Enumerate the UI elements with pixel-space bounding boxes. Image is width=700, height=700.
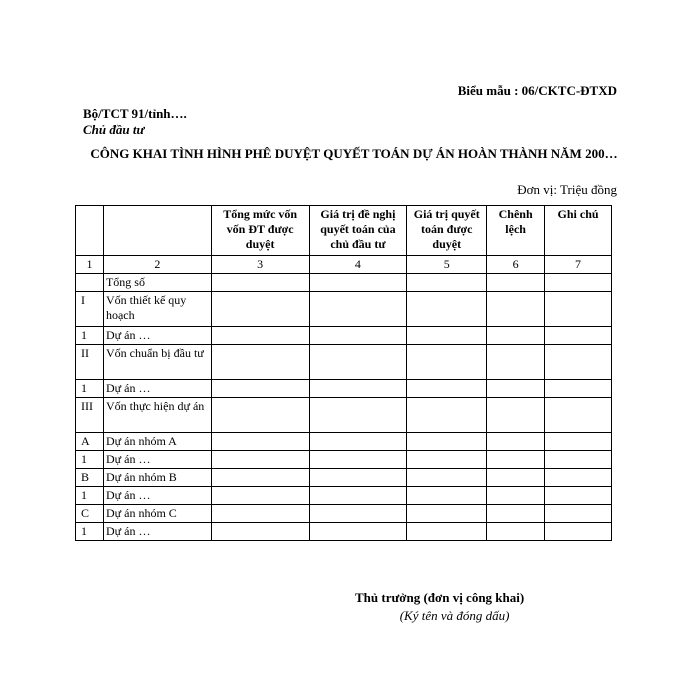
row-name: Vốn thực hiện dự án: [103, 398, 211, 433]
table-row: [76, 380, 612, 398]
empty-cell: [309, 469, 407, 487]
empty-cell: [545, 523, 612, 541]
empty-cell: [487, 292, 545, 327]
empty-cell: [487, 505, 545, 523]
empty-cell: [407, 274, 487, 292]
row-name: Dự án …: [103, 327, 211, 345]
col-number: 2: [103, 256, 211, 274]
empty-cell: [545, 505, 612, 523]
empty-cell: [545, 487, 612, 505]
empty-cell: [487, 398, 545, 433]
signature-title: Thủ trưởng (đơn vị công khai): [355, 590, 525, 605]
empty-cell: [309, 505, 407, 523]
col-header-approved-value: Giá trị quyết toán được duyệt: [407, 206, 487, 256]
row-name: Dự án …: [103, 380, 211, 398]
empty-cell: [407, 345, 487, 380]
table-row: [76, 433, 612, 451]
col-header-1: [76, 206, 104, 256]
table-row: [76, 451, 612, 469]
col-header-2: [103, 206, 211, 256]
empty-cell: [407, 469, 487, 487]
row-code: C: [76, 505, 104, 523]
empty-cell: [309, 523, 407, 541]
row-name: Dự án …: [103, 487, 211, 505]
empty-cell: [211, 327, 309, 345]
col-header-proposed-value: Giá trị đề nghị quyết toán của chủ đầu tư: [309, 206, 407, 256]
unit-label: Đơn vị: Triệu đồng: [517, 182, 617, 197]
empty-cell: [309, 433, 407, 451]
org-line: Bộ/TCT 91/tỉnh….: [83, 106, 187, 121]
row-name: Dự án nhóm C: [103, 505, 211, 523]
row-code: 1: [76, 487, 104, 505]
row-name: Dự án …: [103, 523, 211, 541]
empty-cell: [545, 380, 612, 398]
empty-cell: [407, 433, 487, 451]
row-code: III: [76, 398, 104, 433]
empty-cell: [545, 451, 612, 469]
col-header-notes: Ghi chú: [545, 206, 612, 256]
empty-cell: [211, 469, 309, 487]
row-code: B: [76, 469, 104, 487]
table-row: [76, 274, 612, 292]
empty-cell: [211, 380, 309, 398]
col-header-total-capital: Tổng mức vốn vốn ĐT được duyệt: [211, 206, 309, 256]
header-row: [76, 206, 612, 256]
row-name: Tổng số: [103, 274, 211, 292]
col-header-difference: Chênh lệch: [487, 206, 545, 256]
col-number: 7: [545, 256, 612, 274]
empty-cell: [309, 380, 407, 398]
empty-cell: [545, 433, 612, 451]
empty-cell: [545, 398, 612, 433]
empty-cell: [407, 505, 487, 523]
empty-cell: [407, 327, 487, 345]
document-title: CÔNG KHAI TÌNH HÌNH PHÊ DUYỆT QUYẾT TOÁN DỰ ÁN HOÀN THÀNH NĂM 200…: [90, 146, 618, 161]
col-number: 4: [309, 256, 407, 274]
empty-cell: [487, 451, 545, 469]
row-name: Dự án nhóm A: [103, 433, 211, 451]
row-name: Dự án …: [103, 451, 211, 469]
empty-cell: [211, 292, 309, 327]
column-number-row: [76, 256, 612, 274]
row-code: II: [76, 345, 104, 380]
table-row: [76, 505, 612, 523]
row-name: Vốn chuẩn bị đầu tư: [103, 345, 211, 380]
empty-cell: [407, 292, 487, 327]
table-row: [76, 398, 612, 433]
table-row: [76, 523, 612, 541]
row-code: 1: [76, 451, 104, 469]
empty-cell: [545, 469, 612, 487]
empty-cell: [309, 345, 407, 380]
empty-cell: [211, 345, 309, 380]
org-block: [83, 106, 187, 138]
empty-cell: [211, 274, 309, 292]
empty-cell: [211, 487, 309, 505]
empty-cell: [309, 274, 407, 292]
col-number: 5: [407, 256, 487, 274]
signature-note: (Ký tên và đóng dấu): [399, 608, 510, 623]
empty-cell: [487, 327, 545, 345]
empty-cell: [211, 505, 309, 523]
empty-cell: [407, 451, 487, 469]
empty-cell: [309, 487, 407, 505]
empty-cell: [309, 451, 407, 469]
row-code: [76, 274, 104, 292]
row-name: Vốn thiết kế quy hoạch: [103, 292, 211, 327]
empty-cell: [407, 487, 487, 505]
table-row: [76, 292, 612, 327]
signature-block: [355, 589, 524, 625]
form-code: Biểu mẫu : 06/CKTC-ĐTXD: [457, 83, 617, 98]
empty-cell: [211, 433, 309, 451]
empty-cell: [211, 451, 309, 469]
row-code: 1: [76, 327, 104, 345]
empty-cell: [487, 487, 545, 505]
col-number: 1: [76, 256, 104, 274]
col-number: 6: [487, 256, 545, 274]
table-row: [76, 487, 612, 505]
empty-cell: [487, 433, 545, 451]
row-code: 1: [76, 523, 104, 541]
empty-cell: [487, 345, 545, 380]
settlement-table: [75, 205, 612, 541]
investor-line: Chủ đầu tư: [83, 122, 145, 137]
empty-cell: [309, 292, 407, 327]
empty-cell: [487, 469, 545, 487]
empty-cell: [309, 398, 407, 433]
empty-cell: [545, 327, 612, 345]
empty-cell: [487, 380, 545, 398]
row-code: A: [76, 433, 104, 451]
empty-cell: [407, 380, 487, 398]
empty-cell: [407, 523, 487, 541]
empty-cell: [309, 327, 407, 345]
row-name: Dự án nhóm B: [103, 469, 211, 487]
empty-cell: [545, 345, 612, 380]
col-number: 3: [211, 256, 309, 274]
empty-cell: [211, 398, 309, 433]
empty-cell: [545, 292, 612, 327]
row-code: 1: [76, 380, 104, 398]
table-row: [76, 469, 612, 487]
row-code: I: [76, 292, 104, 327]
empty-cell: [545, 274, 612, 292]
empty-cell: [487, 274, 545, 292]
empty-cell: [487, 523, 545, 541]
empty-cell: [211, 523, 309, 541]
table-row: [76, 327, 612, 345]
table-row: [76, 345, 612, 380]
empty-cell: [407, 398, 487, 433]
